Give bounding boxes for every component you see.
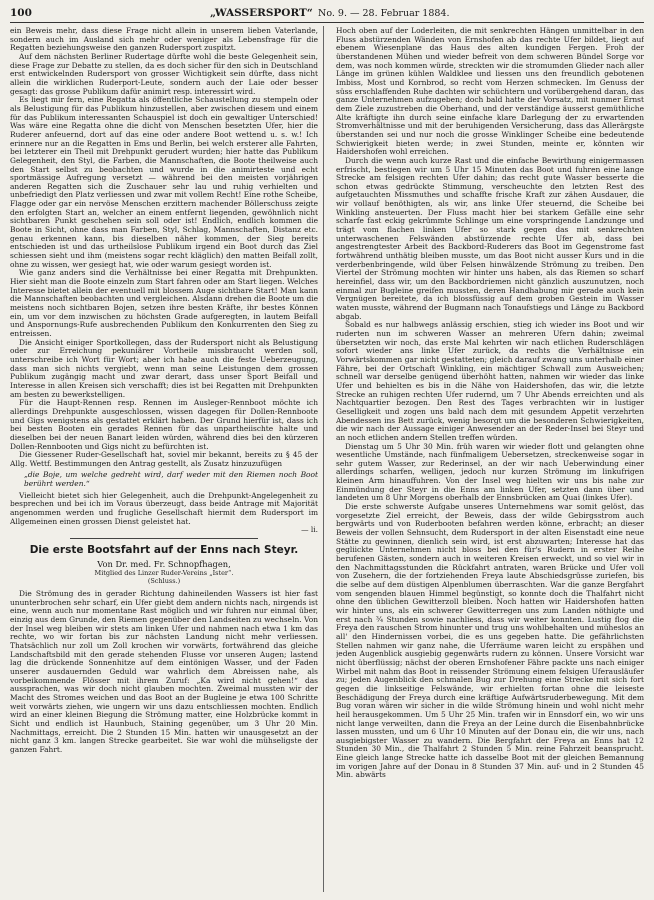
paragraph: Vielleicht bietet sich hier Gelegenheit, auch die Drehpunkt-Angelegenheit zu besprechen und bei ich im Voraus überzeugt, dass beide Antrage mit Majorität angenommen werden und frugliche Gesellschaft hiermit dem Rudersport im Allgemeinen einen grossen Dienst geleistet hat. [10, 490, 318, 526]
paragraph: Durch die wenn auch kurze Rast und die einfache Bewirthung einigermassen erfrischt, bestiegen wir um 5 Uhr 15 Minuten das Boot und fuhren eine lange Strecke am felsigen rechten Ufer dahin; das recht gute Wasser besserte die schon etwas gedrückte Stimmung, verscheuchte den letzten Rest des aufgetauchten Missmuthes und schaffte frische Kraft zur zähen Ausdauer, die wir vollauf benöthigten, als wir, ans linke Ufer steuernd, die Scheibe bei Winkling ansteuerten. Der Fluss macht hier bei starkem Gefälle eine sehr scharfe fast eckig gekrümmte Schlinge um eine vorspringende Landzunge und trägt vom flachen linken Ufer so stark gegen das mit senkrechten unterwaschenen Felswänden abstürzende rechte Ufer ab, dass bei angestrengtester Arbeit des Backbord-Ruderers das Boot im Gegenstrome fast fortwährend unthätig bleiben musste, um das Boot nicht ausser Kurs und in die verderbenbringende, wild über Felsen hinwälzende Strömung zu treiben. Den Viertel der Strömung mochten wir hinter uns haben, als das Riemen so scharf hereinfiel, dass wir, um den Backbordriemen nicht gänzlich auszunutzen, noch einmal zur Bugleine greifen mussten, deren Handhabung mir gerade auch kein Vergnügen bereitete, da ich blossfüssig auf dem groben Gestein im Wasser waten musste, während der Bugmann nach Tonaufstiegs und Länge zu Backbord abgab. [336, 155, 644, 321]
article-separator [70, 538, 258, 539]
header-rule [10, 22, 644, 23]
paragraph: Die Ansicht einiger Sportkollegen, dass der Rudersport nicht als Belustigung oder zur Erreichung pekuniärer Vortheile missbraucht werden soll, unterschreibe ich Wort für Wort; aber ich habe auch die feste Ueberzeugung, dass man sich nichts vergiebt, wenn man seine Leistungen dem grossen Publikum zugängig macht und zwar derart, dass unser Sport Beifall und Interesse in allen Kreisen sich verschafft; dies ist bei Regatten mit Drehpunkten am besten zu bewerkstelligen. [10, 337, 318, 399]
author-signature: — li. [301, 525, 318, 535]
article-byline: Von Dr. med. Fr. Schnopfhagen, [97, 559, 231, 570]
column-divider [323, 26, 324, 892]
paragraph: Die Giessener Ruder-Gesellschaft hat, soviel mir bekannt, bereits zu § 45 der Allg. Wettf. Bestimmungen den Antrag gestellt, als Zusatz hinzuzufügen [10, 450, 318, 468]
article-note: (Schluss.) [147, 577, 181, 586]
page-number: 100 [10, 7, 32, 19]
paragraph: Es liegt mir fern, eine Regatta als öffentliche Schaustellung zu stempeln oder als Belustigung für das Publikum hinzustellen, aber zwischen diesem und einem für das Publikum interessanten Schauspiel ist doch ein gewaltiger Unterschied! Was wäre eine Regatta ohne die dicht von Menschen besetzten Ufer, hier die Ruderer anfeuernd, dort auf das eine oder andere Boot wettend u. s. w.! Ich erinnere nur an die Regatten in Ems und Berlin, bei welch ersterer alle Fahrten, bei letzterer ein Theil mit Drehpunkt gerudert wurden; hier hatte das Publikum Gelegenheit, den Styl, die Farben, die Mannschaften, die Boote theilweise auch den Start selbst zu beobachten und wurde in die animirteste und echt sportmässige Aufregung versetzt — während bei den meisten vorjährigen anderen Regatten sich die Zuschauer sehr lau und ruhig verhielten und unbefriedigt den Platz verliessen und zwar mit vollem Recht! Eine rothe Scheibe, Flagge oder gar ein nervöse Menschen erzittern machender Böllerschuss zeigte den erfolgten Start an, welcher an einem entfernt liegenden, gewöhnlich nicht sichtbaren Punkt geschehen sein soll oder ist! Endlich, endlich kommen die Boote in Sicht, ohne dass man Farben, Styl, Schlag, Mannschaften, Distanz etc. genau erkennen kann, bis dieselben näher kommen, der Sieg bereits entschieden ist und das urtheilslose Publikum irgend ein Boot durch das Ziel schiessen sieht und ihm (meistens sogar recht kläglich) den matten Beifall zollt, ohne zu wissen, wer gesiegt hat, wie oder warum gesiegt worden ist. [10, 95, 318, 269]
quotation: „die Boje, um welche gedreht wird, darf weder mit den Riemen noch Boot berührt werden.“ [24, 470, 318, 489]
journal-title: „WASSERSPORT“ [210, 7, 313, 19]
paragraph: Hoch oben auf der Loderleiten, die mit senkrechten Hängen unmittelbar in den Fluss abstürzenden Wänden von Ernshofen ab das rechte Ufer bildet, liegt auf ebenem Wiesenplane das Haus des alten kundigen Fergen. Froh der überstandenen Mühen und wieder befreit von dem schweren Bündel Sorge vor dem, was noch kommen würde, streckten wir die stromumden Glieder nach aller Länge im grünen kühlen Waldklee und liessen uns den freundlich gebotenen Imbiss, Most und Kornbrod, so recht vom Herzen schmecken. Im Genuss der süss erschlaffenden Ruhe dachten wir schüchtern und vorübergehend daran, das ganze Unternehmen aufzugeben; doch bald hatte der Vorsatz, mit nunmer Ernst dem Ziele zuzustreben die Oberhand, und der verständige äusserst gemüthliche Alte kräftigte ihn durch seine einfache klare Darlegung der zu erwartenden Stromverhältnisse und mit der beruhigenden Versicherung, dass das Allerärgste überstanden sei und nur noch die grosse Winklinger Scheibe eine bedeutende Schwierigkeit bieten werde; in zwei Stunden, meinte er, könnten wir Haidershofen wohl erreichen. [336, 27, 644, 157]
left-column [10, 27, 318, 895]
issue-info: No. 9. — 28. Februar 1884. [318, 8, 450, 19]
paragraph: Auf dem nächsten Berliner Rudertage dürfte wohl die beste Gelegenheit sein, diese Frage zur Debatte zu stellen, da es doch sicher für den sich in Deutschland erst entwickelnden Rudersport von grosser Wichtigkeit sein dürfte, dass nicht allein die wirklichen Ruderport-Leute, sondern auch der Laie oder besser gesagt: das grosse Publikum dafür animirt resp. interessirt wird. [10, 51, 318, 96]
paragraph: Sobald es nur halbwegs anlässig erschien, stieg ich wieder ins Boot und wir ruderten nun im schweren Wasser an mehreren Ufern dahin; zweimal übersetzten wir noch, das erste Mal kehrten wir nach etlichen Ruderschlägen sofort wieder ans linke Ufer zurück, da rechts die Verhältnisse ein Vorwärtskommen gar nicht gestatteten; gleich darauf zwang uns unterhalb einer Fähre, bei der Ortschaft Winkling, ein mächtiger Schwall zum Ausweichen; schnell war derselbe genügend überhöht hatten, nahmen wir wieder das linke Ufer und behielten es bis in die Nähe von Haidershofen, das wir, die letzte Strecke an ruhigen rechten Ufer rudernd, um 7 Uhr Abends erreichten und als Nachtquartier bezogen. Den Rest des Tages verbrachten wir in lustiger Geselligkeit und zogen uns bald nach dem mit gesundem Appetit verzehrten Abendessen ins Bett zurück, wenig besorgt um die besonderen Schwierigkeiten, die wir nach der Aussage einiger Anwesender an der Reder-Insel bei Steyr und an noch etlichen andern Stellen treffen würden. [336, 320, 644, 442]
article-title: Die erste Bootsfahrt auf der Enns nach Steyr. [29, 544, 299, 557]
paragraph: Für die Haupt-Rennen resp. Rennen im Ausleger-Rennboot möchte ich allerdings Drehpunkte ausgeschlossen, wissen dagegen für Dollen-Rennboote und Gigs wenigstens als gestattet erklärt haben. Der Grund hierfür ist, dass ich bei besten Booten ein gerades Rennen für das unpartheiischte halte und dieselben bei der neuen Banart leiden würden, während dies bei den kürzeren Dollen-Rennbooten und Gigs nicht zu befürchten ist. [10, 398, 318, 451]
page-header [10, 5, 644, 23]
author-affiliation: Mitglied des Linzer Ruder-Vereins „Ister“. [94, 569, 234, 578]
right-column [336, 27, 644, 895]
paragraph: ein Beweis mehr, dass diese Frage nicht allein in unserem lieben Vaterlande, sondern auch im Ausland sich mehr oder weniger als Lebensfrage für die Regatten beziehungsweise den ganzen Rudersport zuspitzt. [10, 27, 318, 53]
paragraph: Wie ganz anders sind die Verhältnisse bei einer Regatta mit Drehpunkten. Hier sieht man die Boote einzeln zum Start fahren oder am Start liegen. Welches Interesse bietet allein der eventuell mit blossem Auge sichtbare Start! Man kann die Mannschaften beobachten und vergleichen. Alsdann drehen die Boote um die meistens noch sichtbaren Bojen, setzen ihre besten Kräfte, ihr bestes Können ein, um vor dem inzwischen zu höchsten Grade aufgeregten, in lautem Beifall und Anspornungs-Rufe ausbrechenden Publikum den Konkurrenten den Sieg zu entreissen. [10, 268, 318, 338]
paragraph: Die erste schwerste Aufgabe unseres Unternehmens war somit gelöst, das vorgesetzte Ziel erreicht, der Beweis, dass der wilde Gebirgsstrom auch bergwärts und von Ruderbooten befahren werden könne, erbracht; an dieser Beweis der vollen Sehnsucht, dem Rudersport in der alten Eisenstadt eine neue Stätte zu gewinnen, dienlich sein wird, ist erst abzuwarten; Interesse hat das gegliickte Unternehmen nicht bloss bei den für's Rudern in erster Reihe berufenen Gästen, sondern auch in weiteren Kreisen erweckt, und so viel wir in den Nachmittagsstunden die Rückfahrt antraten, waren Brücke und Ufer voll von Zusehern, die der fortziehenden Freya laute Abschiedsgrüsse zuriefen, bis die selbe auf dem düstigen Alpenblumen überraschten. War die ganze Bergfahrt vom sengenden blauen Himmel begünstigt, so konnte doch die Thalfahrt nicht ohne den üblichen Gewitterzoll bleiben. Noch hatten wir Haidershofen hatten wir hinter uns, als ein schwerer Gewitterregen uns zum Landen nöthigte und erst nach ¾ Stunden sowie nachliess, dass wir weiter konnten. Lustig flog die Freya den rauschen Strom hinunter und trug uns wohlbehalten und müheslos an all' den Hindernissen vorbei, die es uns gegeben hatte. Die gefährlichsten Stellen nahmen wir ganz nahe, die Uferräume waren leicht zu erspähen und jeden Augenblick ausgiebig gegenwärts rudern zu können. Unsere Vorsicht war nicht überflüssig; nächst der oberen Ernshofener Fähre packte uns nach einiger Wirbel mit nahm das Boot in reissender Strömung einem felsigen Uferausläufer zu; jeden Augenblick den schmalen Bug zur Drehung eine Strecke mit sich fort gegen die linkseitige Felswände, wir erhielten fortan ohne die leiseste Beschädigung der Freya durch eine kräftige Aufwärtsruderbewegung. Mit dem Bug voran wären wir sicher in die wilde Strömung hinein und wohl nicht mehr heil herausgekommen. Um 5 Uhr 25 Min. trafen wir in Ennsdorf ein, wo wir uns nicht lange verweilten, dann die Freya an der Leine durch die Eisenbahnbrücke lassen mussten, und um 6 Uhr 10 Minuten auf der Donau ein, die wir uns, nach ausgiebigster Wasser zu wandern. Die Bergfahrt der Freya an Enns hat 12 Stunden 30 Min., die Thalfahrt 2 Stunden 5 Min. reine Fahrzeit beansprucht. Eine gleich lange Strecke hatte ich dasselbe Boot mit der gleichen Bemannung im vorigen Jahre auf der Donau in 8 Stunden 37 Min. auf- und in 2 Stunden 45 Min. abwärts [336, 502, 644, 780]
paragraph: Dienstag um 5 Uhr 30 Min. früh waren wir wieder flott und gelangten ohne wesentliche Umstände, nach fünfmaligem Uebersetzen, streckenweise sogar in sehr gutem Wasser, zur Rederinsel, an der wir nach Ueberwindung einer allerdings scharfen, welligen, jedoch nur kurzen Strömung im linkufrigen kleinen Arm hinauffuhren. Von der Insel weg hielten wir uns bis nahe zur Einmündung der Steyr in die Enns am linken Ufer, setzten dann über und landeten um 8 Uhr Morgens oberhalb der Ennsbrücken am Quai (linkes Ufer). [336, 441, 644, 503]
paragraph: Die Strömung des in gerader Richtung dahineilenden Wassers ist hier fast ununterbrochen sehr scharf, ein Ufer giebt dem andern nichts nach, nirgends ist eine, wenn auch nur momentane Rast möglich und wir fuhren nur einmal über, einzig aus dem Grunde, den Riemen gegenüber den Landseiten zu wechseln. Von der Insel weg bleiben wir stets am linken Ufer und nahmen nach etwa 1 km das rechte, wo wir fortan bis zur nächsten Landung nicht mehr verliessen. Thatsächlich nur zoll um Zoll krochen wir vorwärts, fortwährend das gleiche Landschaftsbild mit den gerade stehenden Flusse vor unseren Augen; lastend lag die drückende Sonnenhitze auf dem eintönigen Wasser, und der Faden unserer ausdauernden Geduld war wahrlich dem Abreissen nahe, als vorbeikommende Flösser mit ihrem Zuruf: „Ka wird nicht gehen!“ das aussprachen, was wir doch nicht glauben mochten. Zweimal mussten wir der Macht des Stromes weichen und das Boot an der Bugleine je etwa 100 Schritte weit vorwärts ziehen, wie ungern wir uns dazu entschliessen mochten. Endlich wird an einer kleinen Biegung die Strömung matter, eine Holzbrücke kommt in Sicht und endlich ist Haunbuch, Staining gegenüber, um 3 Uhr 20 Min. Nachmittags, erreicht. Die 2 Stunden 15 Min. hatten wir unausgesetzt an der nicht ganz 3 km. langen Strecke gearbeitet. Sie war wohl die mühseligste der ganzen Fahrt. [10, 589, 318, 754]
